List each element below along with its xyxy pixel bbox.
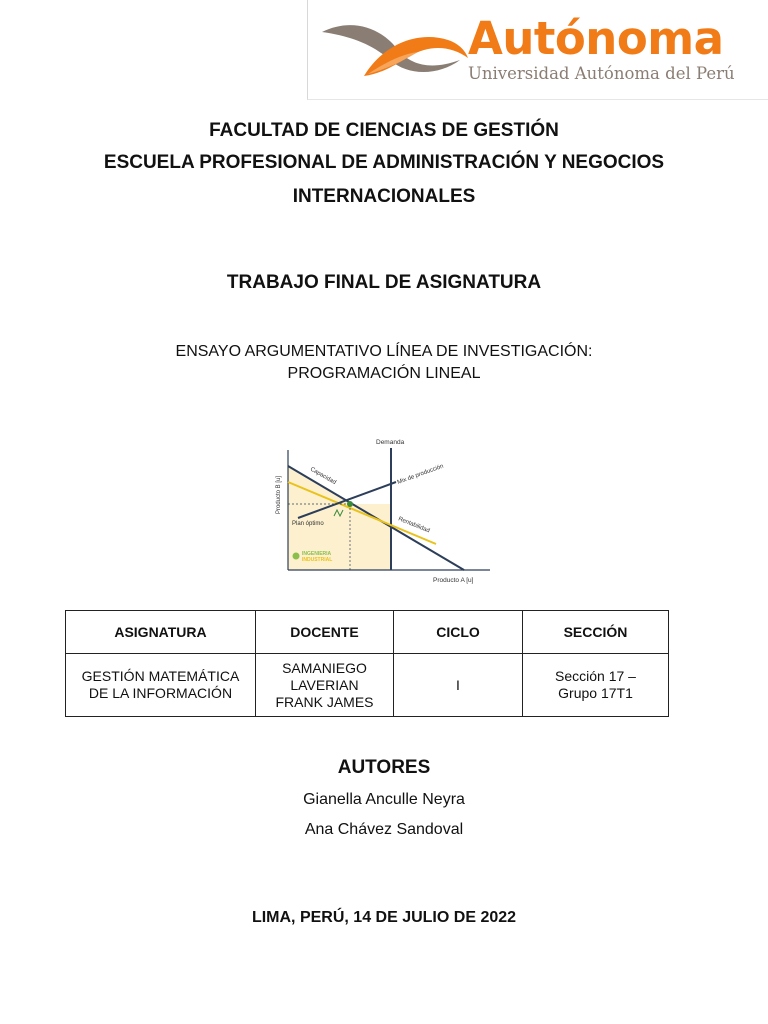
- authors-heading: AUTORES: [337, 757, 431, 778]
- table-header-row: [66, 611, 669, 654]
- profitability-label: Rentabilidad: [397, 516, 431, 535]
- cell-seccion: [523, 654, 669, 717]
- author-name: Gianella Anculle Neyra: [303, 791, 465, 808]
- school-heading-line1: ESCUELA PROFESIONAL DE ADMINISTRACIÓN Y NEGOCIOS: [103, 152, 665, 173]
- capacity-label: Capacidad: [309, 466, 337, 487]
- header-seccion: SECCIÓN: [523, 611, 669, 654]
- seccion-line2: Grupo 17T1: [558, 685, 633, 701]
- docente-line1: SAMANIEGO: [282, 659, 367, 676]
- header-ciclo: CICLO: [394, 611, 523, 654]
- course-info-table: [65, 610, 669, 717]
- document-title: TRABAJO FINAL DE ASIGNATURA: [226, 272, 542, 293]
- swoosh-logo-icon: [320, 16, 470, 86]
- brand-line2: INDUSTRIAL: [302, 557, 333, 563]
- essay-subtitle-line1: ENSAYO ARGUMENTATIVO LÍNEA DE INVESTIGACIÓN:: [175, 343, 593, 360]
- demand-label: Demanda: [376, 439, 405, 446]
- cell-ciclo: I: [394, 654, 523, 717]
- optimal-plan-label: Plan óptimo: [292, 521, 324, 527]
- y-axis-label: Producto B [u]: [276, 475, 282, 514]
- faculty-heading: FACULTAD DE CIENCIAS DE GESTIÓN: [209, 120, 559, 141]
- asignatura-line1: GESTIÓN MATEMÁTICA: [81, 668, 240, 684]
- table-row: [66, 654, 669, 717]
- mix-label: Mix de producción: [396, 463, 445, 486]
- cell-asignatura: [66, 654, 256, 717]
- header-docente: DOCENTE: [256, 611, 394, 654]
- brand-icon: [293, 553, 300, 560]
- place-date: LIMA, PERÚ, 14 DE JULIO DE 2022: [251, 909, 517, 926]
- seccion-line1: Sección 17 –: [555, 668, 636, 684]
- docente-line2: LAVERIAN: [290, 676, 359, 693]
- school-heading-line2: INTERNACIONALES: [292, 186, 476, 207]
- essay-subtitle-line2: PROGRAMACIÓN LINEAL: [287, 365, 481, 382]
- asignatura-line2: DE LA INFORMACIÓN: [88, 685, 233, 701]
- cell-docente: [256, 654, 394, 717]
- logo-name: Autónoma: [468, 12, 724, 65]
- university-logo: [307, 0, 768, 100]
- optimal-point: [347, 501, 353, 507]
- author-name: Ana Chávez Sandoval: [304, 821, 464, 838]
- x-axis-label: Producto A [u]: [433, 577, 474, 584]
- header-asignatura: ASIGNATURA: [66, 611, 256, 654]
- linear-programming-figure: [268, 432, 500, 588]
- brand-line1: INGENIERIA: [302, 551, 332, 557]
- docente-line3: FRANK JAMES: [275, 693, 374, 710]
- logo-subtitle: Universidad Autónoma del Perú: [468, 64, 735, 83]
